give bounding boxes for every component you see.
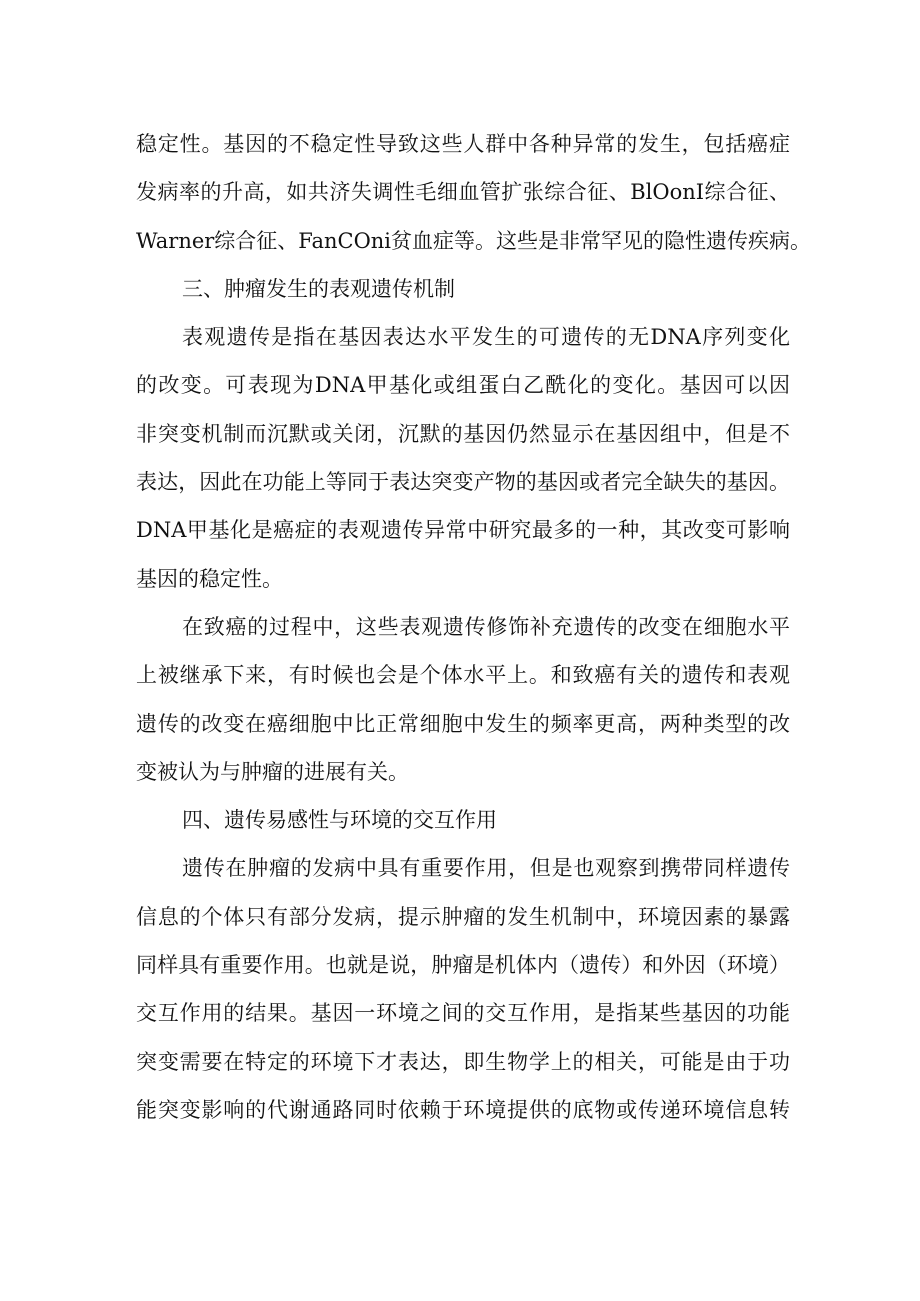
text-line: 遗传的改变在癌细胞中比正常细胞中发生的频率更高，两种类型的改 bbox=[136, 711, 790, 736]
text-line: 上被继承下来，有时候也会是个体水平上。和致癌有关的遗传和表观 bbox=[136, 663, 790, 688]
paragraph-start: 在致癌的过程中，这些表观遗传修饰补充遗传的改变在细胞水平 bbox=[182, 614, 790, 639]
paragraph-end: 基因的稳定性。 bbox=[136, 566, 283, 591]
text-line: 非突变机制而沉默或关闭，沉默的基因仍然显示在基因组中，但是不 bbox=[136, 421, 790, 446]
paragraph-start: 表观遗传是指在基因表达水平发生的可遗传的无DNA序列变化 bbox=[182, 325, 790, 350]
section-heading-4: 四、遗传易感性与环境的交互作用 bbox=[182, 808, 497, 833]
text-line: Warner综合征、FanCOni贫血症等。这些是非常罕见的隐性遗传疾病。 bbox=[136, 228, 812, 253]
text-line: 稳定性。基因的不稳定性导致这些人群中各种异常的发生，包括癌症 bbox=[136, 132, 790, 156]
paragraph-end: 变被认为与肿瘤的进展有关。 bbox=[136, 759, 409, 784]
text-line: 能突变影响的代谢通路同时依赖于环境提供的底物或传递环境信息转 bbox=[136, 1097, 790, 1122]
text-line: 突变需要在特定的环境下才表达，即生物学上的相关，可能是由于功 bbox=[136, 1049, 790, 1074]
text-line: DNA甲基化是癌症的表观遗传异常中研究最多的一种，其改变可影响 bbox=[136, 518, 790, 543]
text-line: 同样具有重要作用。也就是说，肿瘤是机体内（遗传）和外因（环境） bbox=[136, 953, 790, 978]
body-text bbox=[136, 120, 812, 1134]
text-line: 表达，因此在功能上等同于表达突变产物的基因或者完全缺失的基因。 bbox=[136, 470, 790, 495]
paragraph-start: 遗传在肿瘤的发病中具有重要作用，但是也观察到携带同样遗传 bbox=[182, 856, 790, 881]
text-line: 发病率的升高，如共济失调性毛细血管扩张综合征、BlOonI综合征、 bbox=[136, 180, 790, 205]
text-line: 信息的个体只有部分发病，提示肿瘤的发生机制中，环境因素的暴露 bbox=[136, 904, 790, 929]
section-heading-3: 三、肿瘤发生的表观遗传机制 bbox=[182, 276, 455, 301]
text-line: 交互作用的结果。基因一环境之间的交互作用，是指某些基因的功能 bbox=[136, 1001, 790, 1026]
text-line: 的改变。可表现为DNA甲基化或组蛋白乙酰化的变化。基因可以因 bbox=[136, 373, 790, 398]
